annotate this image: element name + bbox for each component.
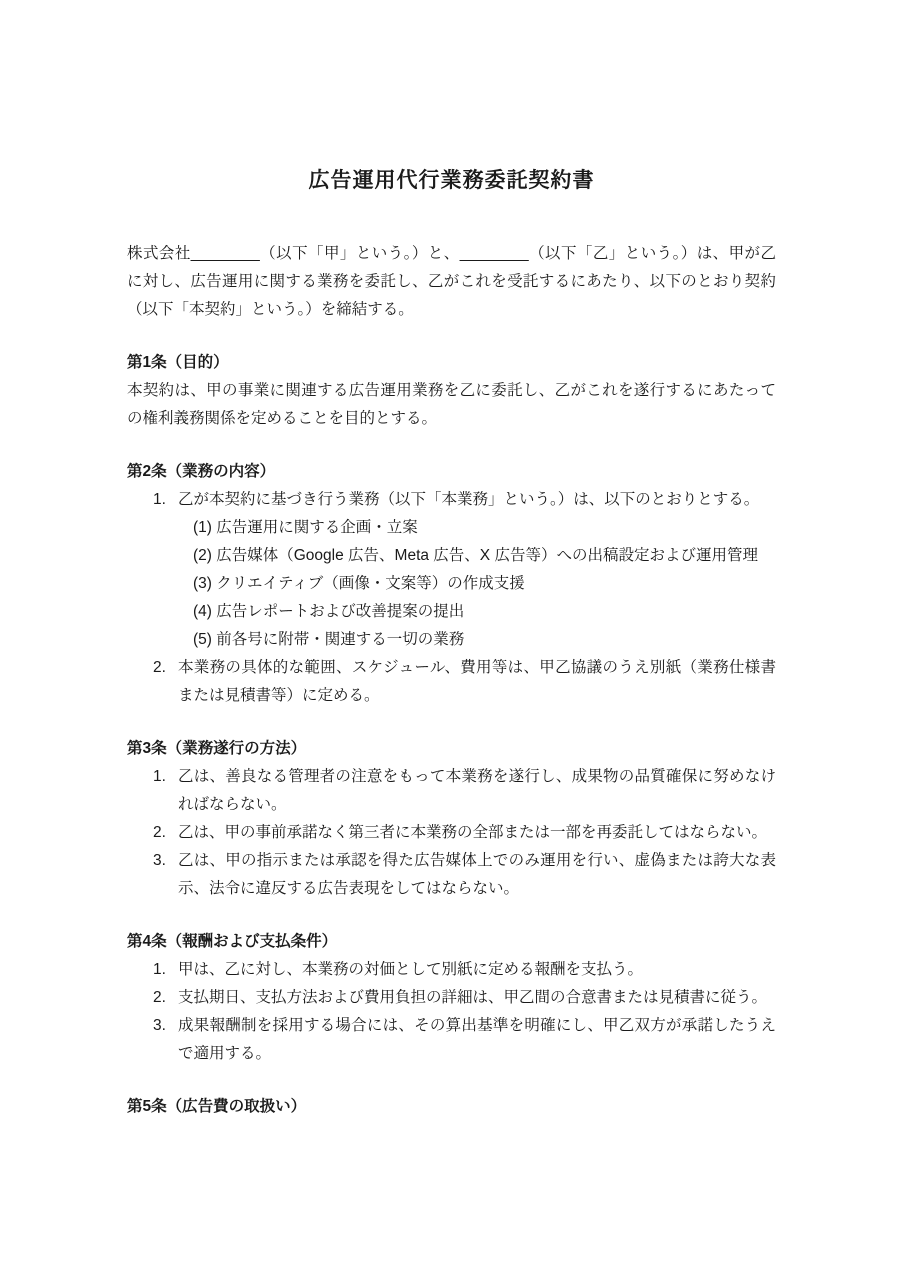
sub-list-item: (2) 広告媒体（Google 広告、Meta 広告、X 広告等）への出稿設定および運用管理 bbox=[193, 547, 758, 564]
intro-paragraph: 株式会社________（以下「甲」という。）と、________（以下「乙」という。）は、甲が乙に対し、広告運用に関する業務を委託し、乙がこれを受託するにあたり、以下のとおり契約（以下「本契約」という。）を締結する。 bbox=[127, 245, 776, 318]
list-item-text: 乙は、善良なる管理者の注意をもって本業務を遂行し、成果物の品質確保に努めなければならない。 bbox=[178, 768, 776, 813]
sub-list-item: (4) 広告レポートおよび改善提案の提出 bbox=[193, 603, 465, 620]
list-item bbox=[127, 984, 776, 1012]
article-5 bbox=[127, 1093, 776, 1121]
list-marker: 3. bbox=[153, 1017, 166, 1034]
sub-list-item: (5) 前各号に附帯・関連する一切の業務 bbox=[193, 631, 465, 648]
sub-list-item: (3) クリエイティブ（画像・文案等）の作成支援 bbox=[193, 575, 525, 592]
list-marker: 2. bbox=[153, 659, 166, 676]
list-marker: 1. bbox=[153, 491, 166, 508]
list-item-text: 成果報酬制を採用する場合には、その算出基準を明確にし、甲乙双方が承諾したうえで適用する。 bbox=[178, 1017, 776, 1062]
list-item-text: 乙は、甲の事前承諾なく第三者に本業務の全部または一部を再委託してはならない。 bbox=[178, 824, 768, 841]
list-item-text: 本業務の具体的な範囲、スケジュール、費用等は、甲乙協議のうえ別紙（業務仕様書または見積書等）に定める。 bbox=[178, 659, 776, 704]
list-marker: 2. bbox=[153, 824, 166, 841]
article-3 bbox=[127, 735, 776, 903]
list-item bbox=[127, 956, 776, 984]
list-item bbox=[127, 763, 776, 819]
list-marker: 1. bbox=[153, 768, 166, 785]
list-item-text: 乙が本契約に基づき行う業務（以下「本業務」という。）は、以下のとおりとする。 bbox=[178, 491, 760, 508]
article-4-heading: 第4条（報酬および支払条件） bbox=[127, 933, 338, 950]
list-item bbox=[127, 486, 776, 514]
list-item-text: 支払期日、支払方法および費用負担の詳細は、甲乙間の合意書または見積書に従う。 bbox=[178, 989, 768, 1006]
article-4 bbox=[127, 928, 776, 1068]
sub-list-item: (1) 広告運用に関する企画・立案 bbox=[193, 519, 418, 536]
article-1 bbox=[127, 349, 776, 433]
list-marker: 2. bbox=[153, 989, 166, 1006]
list-marker: 3. bbox=[153, 852, 166, 869]
article-5-heading: 第5条（広告費の取扱い） bbox=[127, 1098, 307, 1115]
page-title: 広告運用代行業務委託契約書 bbox=[308, 169, 595, 192]
article-2 bbox=[127, 458, 776, 710]
list-item-text: 甲は、乙に対し、本業務の対価として別紙に定める報酬を支払う。 bbox=[178, 961, 644, 978]
list-item bbox=[127, 847, 776, 903]
list-marker: 1. bbox=[153, 961, 166, 978]
list-item bbox=[127, 1012, 776, 1068]
article-3-heading: 第3条（業務遂行の方法） bbox=[127, 740, 307, 757]
list-item-text: 乙は、甲の指示または承認を得た広告媒体上でのみ運用を行い、虚偽または誇大な表示、法令に違反する広告表現をしてはならない。 bbox=[178, 852, 776, 897]
article-2-heading: 第2条（業務の内容） bbox=[127, 463, 276, 480]
article-1-heading: 第1条（目的） bbox=[127, 354, 229, 371]
list-item bbox=[127, 819, 776, 847]
list-item bbox=[127, 654, 776, 710]
article-1-paragraph: 本契約は、甲の事業に関連する広告運用業務を乙に委託し、乙がこれを遂行するにあたっての権利義務関係を定めることを目的とする。 bbox=[127, 382, 776, 427]
